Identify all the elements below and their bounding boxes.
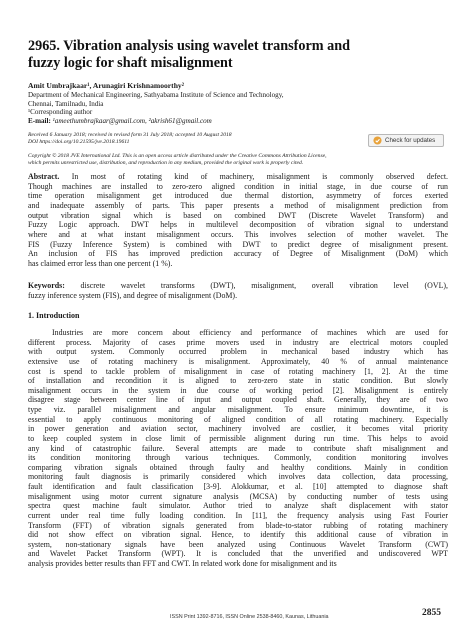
- intro-line: monitoring fault diagnosis is primarily considered which involves data collection, data processing,: [28, 472, 448, 482]
- abstract-line: has claimed error less than one percent (1 %).: [28, 258, 173, 268]
- abstract-line: Though machines are installed to zero-zero aligned condition in initial stage, in due course of run: [28, 181, 448, 191]
- check-for-updates-button[interactable]: [368, 134, 444, 147]
- abstract-label: Abstract.: [28, 172, 60, 181]
- intro-line: disagree stage between center line of input and output coupled shaft. Generally, they are of two: [28, 395, 448, 405]
- check-updates-label: Check for updates: [385, 137, 436, 144]
- email-addresses[interactable]: ¹ameethumbrajkaar@gmail.com, ²akrish61@gmail.com: [52, 116, 212, 125]
- intro-line: with output system. Commonly occurred problem in mechanical based industry which has: [28, 347, 448, 357]
- intro-line: spectra quest machine fault simulator. Author tried to analyze shaft displacement with stator: [28, 501, 448, 511]
- intro-line: essential to apply continuous monitoring of aligned condition of all rotating machinery. Especially: [28, 414, 448, 424]
- intro-line: analysis provides better results than FFT and CWT. In related work done for misalignment and its: [28, 559, 337, 568]
- section-heading-introduction: 1. Introduction: [28, 311, 80, 320]
- abstract-line: An inclusion of FIS has improved prediction accuracy of Degree of Misalignment (DoM) which: [28, 249, 448, 259]
- intro-line: any kind of catastrophic failure. Several attempts are made to contribute shaft misalignment and: [28, 443, 448, 453]
- author-list: Amit Umbrajkaar¹, Arunagiri Krishnamoorthy²: [28, 81, 185, 90]
- intro-line: cost is spend to tackle problem of misalignment in case of rotating machinery [1, 2]. At the time: [28, 366, 448, 376]
- intro-line: fault identification and fault classification [3-9]. Alokkumar, et al. [10] attempted to diagnose shaft: [28, 482, 448, 491]
- keywords-line: [28, 281, 448, 291]
- abstract-line: output vibration signal which is based on combined DWT (Discrete Wavelet Transform) and: [28, 210, 448, 220]
- copyright-line: which permits unrestricted use, distribution, and reproduction in any medium, provided the original work is properly cited.: [28, 160, 304, 166]
- copyright-line: Copyright © 2018 JVE International Ltd. This is an open access article distributed under the Creative Commons Attribution License,: [28, 153, 327, 159]
- intro-line: misalignment using motor current signature analysis (MCSA) by conducting number of tests using: [28, 491, 448, 501]
- intro-line: did not show effect on vibration signal. Hence, to identify this additional cause of vibration in: [28, 530, 448, 540]
- keywords-label: Keywords:: [28, 281, 65, 290]
- abstract-line: FIS (Fuzzy Inference System) is combined with DWT to predict degree of misalignment present.: [28, 239, 448, 249]
- title-line: fuzzy logic for shaft misalignment: [28, 55, 233, 71]
- keywords: [28, 281, 448, 300]
- paper-title: [28, 38, 448, 72]
- keywords-line: fuzzy inference system (FIS), and degree of misalignment (DoM).: [28, 290, 238, 300]
- intro-line: system, non-stationary signals have been analyzed using Continuous Wavelet Transform (CWT): [28, 539, 448, 549]
- intro-line: of installation and recondition it is aligned to zero-zero state in static condition. But slowly: [28, 376, 448, 386]
- corresponding-note: ¹Corresponding author: [28, 108, 93, 117]
- abstract-line: Fuzzy Logic approach. DWT helps in multilevel decomposition of vibration signal to understand: [28, 220, 448, 230]
- abstract-line: where and at what instant misalignment occurs. This involves selection of mother wavelet. The: [28, 229, 448, 239]
- affiliation: [28, 91, 448, 125]
- intro-line: its condition monitoring through various techniques. Commonly, condition monitoring involves: [28, 453, 448, 463]
- affiliation-line: Chennai, Tamilnadu, India: [28, 99, 104, 108]
- abstract-line: [28, 172, 448, 182]
- article-dates: [28, 132, 358, 146]
- email-label: E-mail:: [28, 116, 51, 125]
- introduction-body: [28, 328, 448, 569]
- intro-line: to keep coupled system in close limit of permissible alignment during run time. This helps to avoid: [28, 433, 448, 443]
- footer-issn: ISSN Print 1392-8716, ISSN Online 2538-8460, Kaunas, Lithuania: [170, 614, 329, 620]
- check-updates-icon: [373, 136, 382, 145]
- intro-line: type viz. parallel misalignment and angular misalignment. To ensure minimum downtime, it is: [28, 405, 448, 414]
- abstract: [28, 172, 448, 269]
- intro-line: extensive use of rotating machinery is misalignment. Approximately, 40 % of annual maintenance: [28, 356, 448, 366]
- page-number: 2855: [422, 608, 441, 618]
- intro-line: Industries are more concern about efficiency and performance of machines which are used for: [52, 328, 448, 337]
- email-line: [28, 117, 448, 126]
- copyright-notice: [28, 153, 448, 167]
- intro-line: and Wavelet Packet Transform (WPT). It is concluded that the unverified and undiscovered WPT: [28, 549, 448, 559]
- intro-line: in power generation and aviation sector, machinery involved are costlier, it becomes vital priority: [28, 424, 448, 434]
- intro-line: different process. Majority of cases prime movers used in industry are electrical motors coupled: [28, 337, 448, 347]
- affiliation-line: Department of Mechanical Engineering, Sathyabama Institute of Science and Technology,: [28, 91, 284, 99]
- abstract-line: time operation misalignment get introduced due thermal distortion, asymmetry of forces exerted: [28, 191, 448, 201]
- abstract-line: and inadequate assembly of parts. This paper presents a method of misalignment prediction from: [28, 200, 448, 210]
- doi-line[interactable]: DOI https://doi.org/10.21595/jve.2018.19611: [28, 139, 130, 145]
- keywords-text: discrete wavelet transforms (DWT), misalignment, overall vibration level (OVL),: [64, 281, 448, 290]
- received-line: Received 6 January 2018; received in revised form 31 July 2018; accepted 10 August 2018: [28, 132, 232, 138]
- abstract-text: In most of rotating kind of machinery, misalignment is commonly observed defect.: [59, 172, 448, 181]
- intro-line: current under real time fully loading condition. In [11], the frequency analysis using Fast Fourier: [28, 510, 448, 520]
- intro-line: comparing vibration signals obtained through faulty and healthy conditions. Mainly in condition: [28, 462, 448, 472]
- title-line: 2965. Vibration analysis using wavelet transform and: [28, 38, 351, 54]
- intro-line: misalignment occurs in the system in due course of working period [2]. Misalignment is entirely: [28, 385, 448, 395]
- intro-line: Transform (FFT) of vibration signals generated from blade-to-stator rubbing of rotating machinery: [28, 520, 448, 530]
